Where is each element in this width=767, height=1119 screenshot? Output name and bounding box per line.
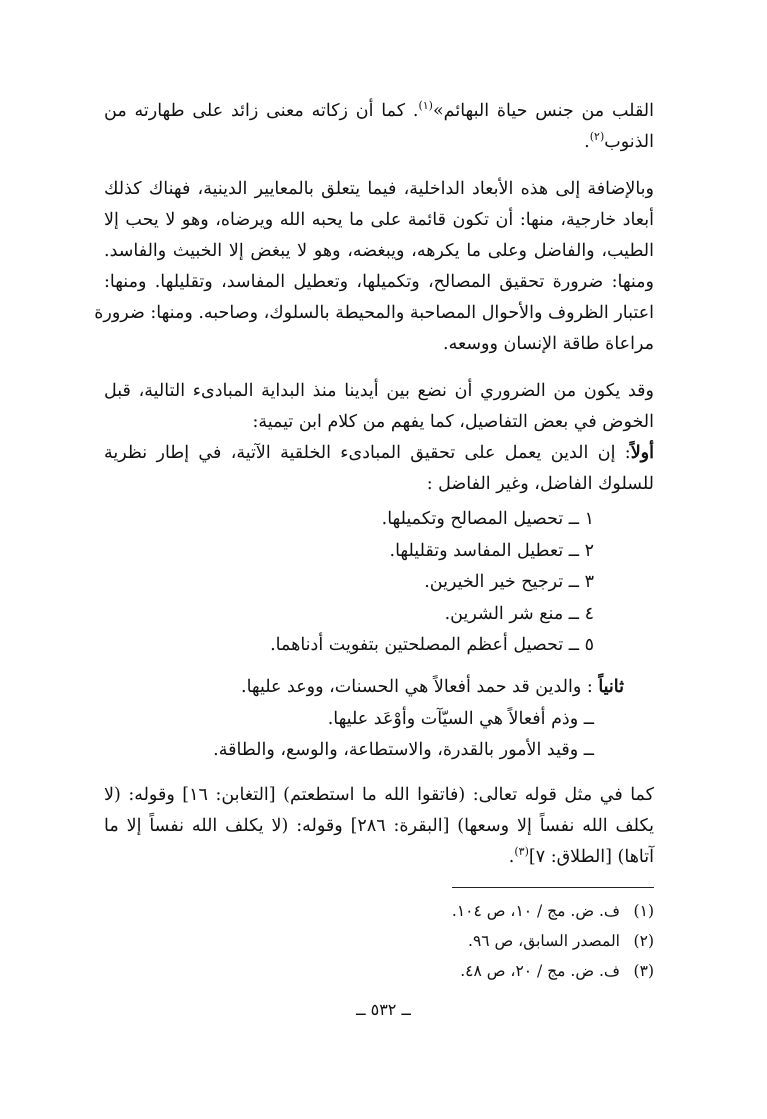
- footnote-ref-2: (٢): [589, 130, 605, 144]
- second-section: [104, 672, 624, 767]
- footnote-ref-1: (١): [418, 99, 433, 113]
- paragraph-3-line: وقد يكون من الضروري أن نضع بين أيدينا منذ البداية المبادىء التالية، قبل: [104, 381, 654, 401]
- footnote-separator: [452, 887, 654, 888]
- footnote-item: [300, 926, 654, 956]
- footnote-number: (١): [633, 902, 654, 920]
- paragraph-2: [94, 174, 654, 360]
- footnote-item: [300, 896, 654, 926]
- list-item: ٢ ــ تعطيل المفاسد وتقليلها.: [389, 540, 594, 561]
- paragraph-1: [104, 96, 654, 158]
- list-item: ٥ ــ تحصيل أعظم المصلحتين بتفويت أدناهما.: [270, 635, 594, 655]
- page-number: ــ ٥٣٢ ــ: [356, 1000, 411, 1019]
- first-principle-intro-2: للسلوك الفاضل، وغير الفاضل :: [426, 474, 654, 494]
- list-item: ٣ ــ ترجيح خير الخيرين.: [424, 572, 594, 592]
- footnote-ref-3: (٣): [514, 845, 529, 859]
- paragraph-2-line: أبعاد خارجية، منها: أن تكون قائمة على ما يحبه الله ويرضاه، وهو لا يحب إلا: [104, 210, 654, 230]
- footnote-text: ف. ض. مج / ١٠، ص ١٠٤.: [451, 902, 620, 920]
- footnote-number: (٣): [633, 962, 654, 980]
- paragraph-1-line-1: القلب من جنس حياة البهائم»$^{(١)}$. كما أن زكاته معنى زائد على طهارته من: [104, 99, 655, 121]
- paragraph-2-line: اعتبار الظروف والأحوال المصاحبة والمحيطة بالسلوك، وصاحبه. ومنها: ضرورة: [94, 303, 654, 323]
- list-item: ــ وذم أفعالاً هي السيّآت وأوْعَد عليها.: [327, 708, 594, 729]
- paragraph-4-line: آتاها) [الطلاق: ٧]$^{(٣)}$.: [508, 845, 654, 867]
- principles-list: [104, 504, 624, 662]
- paragraph-2-line: مراعاة طاقة الإنسان ووسعه.: [443, 334, 654, 354]
- paragraph-2-line: الطيب، والفاضل وعلى ما يكرهه، ويبغضه، وهو لا يبغض إلا الخبيث والفاسد.: [104, 241, 654, 261]
- paragraph-3: [104, 376, 654, 500]
- paragraph-3-line: الخوض في بعض التفاصيل، كما يفهم من كلام ابن تيمية:: [252, 412, 654, 432]
- list-item: ١ ــ تحصيل المصالح وتكميلها.: [381, 509, 594, 529]
- list-item: ٤ ــ منع شر الشرين.: [444, 603, 594, 624]
- paragraph-2-line: وبالإضافة إلى هذه الأبعاد الداخلية، فيما يتعلق بالمعايير الدينية، فهناك كذلك: [104, 179, 654, 199]
- list-item: ــ وقيد الأمور بالقدرة، والاستطاعة، والوسع، والطاقة.: [213, 740, 594, 760]
- paragraph-2-line: ومنها: ضرورة تحقيق المصالح، وتكميلها، وتعطيل المفاسد، وتقليلها. ومنها:: [104, 272, 654, 292]
- second-principle-intro: ثانياً : والدين قد حمد أفعالاً هي الحسنات، ووعد عليها.: [241, 677, 624, 697]
- first-principle-intro: أولاً: إن الدين يعمل على تحقيق المبادىء الخلقية الآتية، في إطار نظرية: [104, 443, 654, 463]
- footnote-text: المصدر السابق، ص ٩٦.: [468, 932, 620, 950]
- first-label: أولاً: [630, 443, 654, 463]
- footnote-text: ف. ض. مج / ٢٠، ص ٤٨.: [460, 962, 620, 980]
- paragraph-4-line: كما في مثل قوله تعالى: (فاتقوا الله ما استطعتم) [التغابن: ١٦] وقوله: (لا: [104, 785, 654, 805]
- paragraph-1-line-2: الذنوب$^{(٢)}$.: [584, 130, 654, 152]
- paragraph-4: [104, 780, 654, 873]
- paragraph-4-line: يكلف الله نفساً إلا وسعها) [البقرة: ٢٨٦] وقوله: (لا يكلف الله نفساً إلا ما: [104, 816, 654, 836]
- footnotes: [300, 896, 654, 986]
- second-label: ثانياً: [598, 677, 624, 697]
- footnote-item: [300, 956, 654, 986]
- footnote-number: (٢): [633, 932, 654, 950]
